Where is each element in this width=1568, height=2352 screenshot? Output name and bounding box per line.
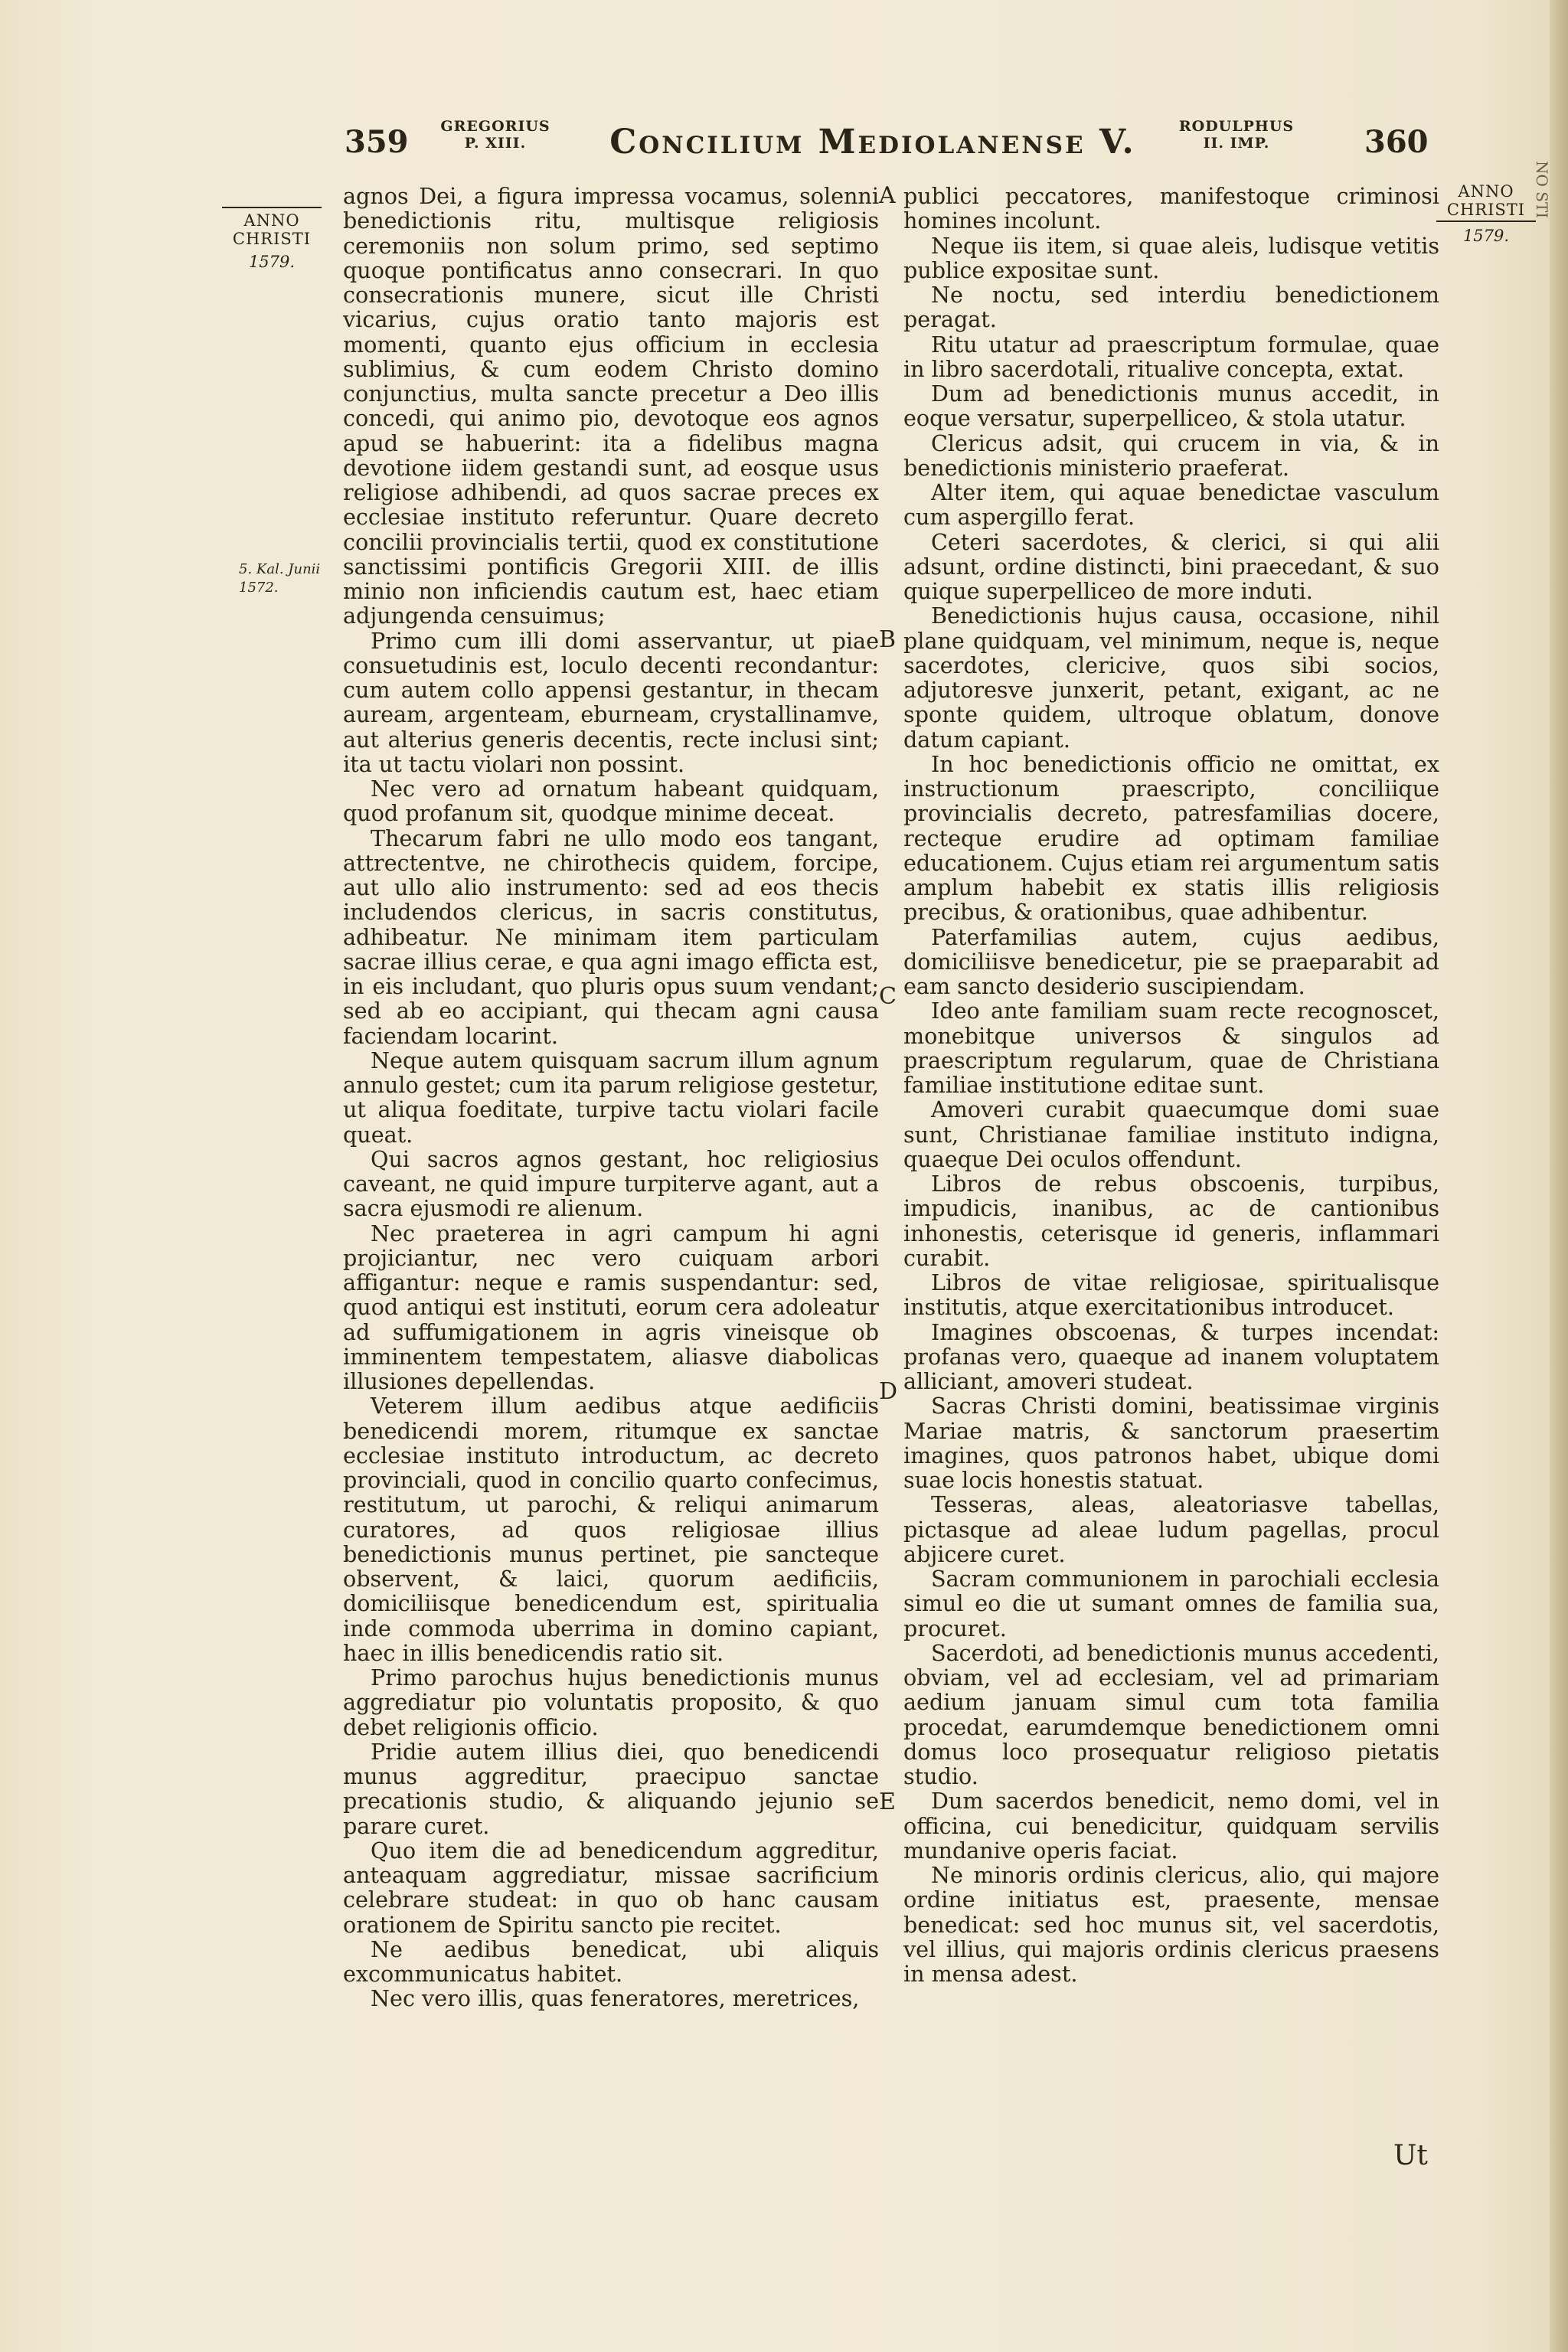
page-number-left: 359 [345, 124, 409, 160]
paragraph: Alter item, qui aquae benedictae vasculum cum aspergillo ferat. [903, 479, 1439, 531]
paragraph: In hoc benedictionis officio ne omittat, ex instructionum praescripto, conciliique provincialis decreto, patresfamilias docere, recteque erudire ad optimam familiae educationem. Cujus etiam rei argumentum satis amplum habebit ex statis illis religiosis precibus, & orationibus, quae adhibentur. [903, 750, 1439, 926]
section-letter-a: A [879, 182, 896, 209]
section-letter-d: D [879, 1378, 898, 1405]
paragraph: Ritu utatur ad praescriptum formulae, quae in libro sacerdotali, ritualive concepta, extat. [903, 331, 1439, 382]
paragraph: Clericus adsit, qui crucem in via, & in benedictionis ministerio praeferat. [903, 430, 1439, 481]
catchword: Ut [1393, 2140, 1428, 2171]
paragraph: Ne minoris ordinis clericus, alio, qui majore ordine initiatus est, praesente, mensae benedicat: sed hoc munus sit, vel sacerdotis, vel illius, qui majoris ordinis clericus praesens in mensa adest. [903, 1862, 1439, 1987]
paragraph: Sacram communionem in parochiali ecclesia simul eo die ut sumant omnes de familia sua, procuret. [903, 1566, 1439, 1642]
adjacent-page-edge [1533, 0, 1568, 2352]
paragraph: Neque iis item, si quae aleis, ludisque vetitis publice expositae sunt. [903, 232, 1439, 283]
header-pope: GREGORIUS P. XIII. [440, 118, 550, 152]
paragraph: Ne noctu, sed interdiu benedictionem peragat. [903, 282, 1439, 333]
running-header [0, 115, 1568, 176]
header-title: Concilium Mediolanense V. [609, 122, 1136, 162]
paragraph: publici peccatores, manifestoque criminosi homines incolunt. [903, 183, 1439, 234]
paragraph: Pridie autem illius diei, quo benedicendi munus aggreditur, praecipuo sanctae precationis studio, & aliquando jejunio se parare curet. [343, 1738, 879, 1839]
paragraph: Sacras Christi domini, beatissimae virginis Mariae matris, & sanctorum praesertim imagines, quos patronos habet, ubique domi suae locis honestis statuat. [903, 1393, 1439, 1493]
margin-year-left [222, 207, 322, 271]
paragraph: Ideo ante familiam suam recte recognoscet, monebitque universos & singulos ad praescriptum regularum, quae de Christiana familiae institutione editae sunt. [903, 998, 1439, 1098]
paragraph: Ne aedibus benedicat, ubi aliquis excommunicatus habitet. [343, 1936, 879, 1987]
header-emperor: RODULPHUS II. IMP. [1178, 118, 1295, 152]
paragraph: Tesseras, aleas, aleatoriasve tabellas, pictasque ad aleae ludum pagellas, procul abjicere curet. [903, 1491, 1439, 1567]
paragraph: Nec vero illis, quas feneratores, meretrices, [371, 1985, 860, 2012]
paragraph: Primo cum illi domi asservantur, ut piae consuetudinis est, loculo decenti recondantur: cum autem collo appensi gestantur, in thecam auream, argenteam, eburneam, crystallinamve, aut alterius generis decentis, recte inclusi sint; ita ut tactu violari non possint. [343, 627, 879, 777]
paragraph: Libros de rebus obscoenis, turpibus, impudicis, inanibus, ac de cantionibus inhonestis, ceterisque id generis, inflammari curabit. [903, 1171, 1439, 1271]
paragraph: Primo parochus hujus benedictionis munus aggrediatur pio voluntatis proposito, & quo debet religionis officio. [343, 1664, 879, 1740]
paragraph: Ceteri sacerdotes, & clerici, si qui alii adsunt, ordine distincti, bini praecedant, & suo quique superpelliceo de more induti. [903, 528, 1439, 604]
page-number-right: 360 [1364, 124, 1429, 160]
margin-year-right [1436, 182, 1536, 245]
text-column-left [343, 184, 879, 2011]
paragraph: Nec vero ad ornatum habeant quidquam, quod profanum sit, quodque minime deceat. [343, 776, 879, 827]
paragraph: Neque autem quisquam sacrum illum agnum annulo gestet; cum ita parum religiose gestetur, ut aliqua foeditate, turpive tactu violari facile queat. [343, 1047, 879, 1148]
paragraph: Amoveri curabit quaecumque domi suae sunt, Christianae familiae instituto indigna, quaeque Dei oculos offendunt. [903, 1096, 1439, 1172]
paragraph: Sacerdoti, ad benedictionis munus accedenti, obviam, vel ad ecclesiam, vel ad primariam aedium januam simul cum tota familia procedat, earumdemque benedictionem omni domus loco prosequatur religioso pietatis studio. [903, 1639, 1439, 1789]
section-letter-b: B [879, 626, 897, 653]
margin-anno-right: ANNO CHRISTI [1436, 182, 1536, 222]
margin-date-note: 5. Kal. Junii 1572. [239, 561, 321, 596]
paragraph: Imagines obscoenas, & turpes incendat: profanas vero, quaeque ad inanem voluptatem alliciant, amoveri studeat. [903, 1318, 1439, 1394]
paragraph: Paterfamilias autem, cujus aedibus, domiciliisve benedicetur, pie se praeparabit ad eam sancto desiderio suscipiendam. [903, 923, 1439, 999]
paragraph: Quo item die ad benedicendum aggreditur, anteaquam aggrediatur, missae sacrificium celebrare studeat: in quo ob hanc causam orationem de Spiritu sancto pie recitet. [343, 1837, 879, 1938]
paragraph: Nec praeterea in agri campum hi agni projiciantur, nec vero cuiquam arbori affigantur: neque e ramis suspendantur: sed, quod antiqui est instituti, eorum cera adoleatur ad suffumigationem in agris vineisque ob imminentem tempestatem, aliasve diabolicas illusiones depellendas. [343, 1220, 879, 1394]
paragraph: Dum sacerdos benedicit, nemo domi, vel in officina, cui benedicitur, quidquam servilis mundanive operis faciat. [903, 1788, 1439, 1864]
paragraph: Benedictionis hujus causa, occasione, nihil plane quidquam, vel minimum, neque is, neque sacerdotes, clericive, quos sibi socios, adjutoresve junxerit, petant, exigant, ac ne sponte quidem, ultroque oblatum, donove datum capiant. [903, 603, 1439, 753]
margin-year-value-left: 1579. [248, 253, 296, 271]
paragraph: Libros de vitae religiosae, spiritualisque institutis, atque exercitationibus introducet. [903, 1269, 1439, 1321]
section-letter-e: E [879, 1788, 896, 1815]
paragraph: Qui sacros agnos gestant, hoc religiosius caveant, ne quid impure turpiterve agant, aut a sacra ejusmodi re alienum. [343, 1145, 879, 1222]
section-letter-c: C [879, 983, 897, 1010]
margin-year-value-right: 1579. [1462, 227, 1510, 245]
text-column-right [903, 184, 1439, 1986]
paragraph: agnos Dei, a figura impressa vocamus, solenni benedictionis ritu, multisque religiosis ceremoniis non solum primo, sed septimo quoque pontificatus anno consecrari. In quo consecrationis munere, sicut ille Christi vicarius, cujus oratio tanto majoris est momenti, quanto ejus officium in ecclesia sublimius, & cum eodem Christo domino conjunctius, multa sancte precetur a Deo illis concedi, qui animo pio, devotoque eos agnos apud se habuerint: ita a fidelibus magna devotione iidem gestandi sunt, ad eosque usus religiose adhibendi, ad quos sacrae preces ex ecclesiae instituto referuntur. Quare decreto concilii provincialis tertii, quod ex constitutione sanctissimi pontificis Gregorii XIII. de illis minio non inficiendis cautum est, haec etiam adjungenda censuimus; [343, 183, 879, 629]
margin-anno-left: ANNO CHRISTI [222, 207, 322, 248]
adjacent-page-margin-text: NO STI [1533, 161, 1551, 219]
paragraph: Thecarum fabri ne ullo modo eos tangant, attrectentve, ne chirothecis quidem, forcipe, aut ullo alio instrumento: sed ad eos thecis includendos clericus, in sacris constitutus, adhibeatur. Ne minimam item particulam sacrae illius cerae, e qua agni imago efficta est, in eis includant, quo pluris opus suum vendant; sed ab eo accipiant, qui thecam agni causa faciendam locarint. [343, 825, 879, 1049]
paragraph: Dum ad benedictionis munus accedit, in eoque versatur, superpelliceo, & stola utatur. [903, 381, 1439, 432]
paragraph: Veterem illum aedibus atque aedificiis benedicendi morem, ritumque ex sanctae ecclesiae instituto introductum, ac decreto provinciali, quod in concilio quarto confecimus, restitutum, ut parochi, & reliqui animarum curatores, ad quos religiosae illius benedictionis munus pertinet, pie sancteque observent, & laici, quorum aedificiis, domiciliisque benedicendum est, spiritualia inde commoda uberrima in domino capiant, haec in illis benedicendis ratio sit. [343, 1393, 879, 1666]
